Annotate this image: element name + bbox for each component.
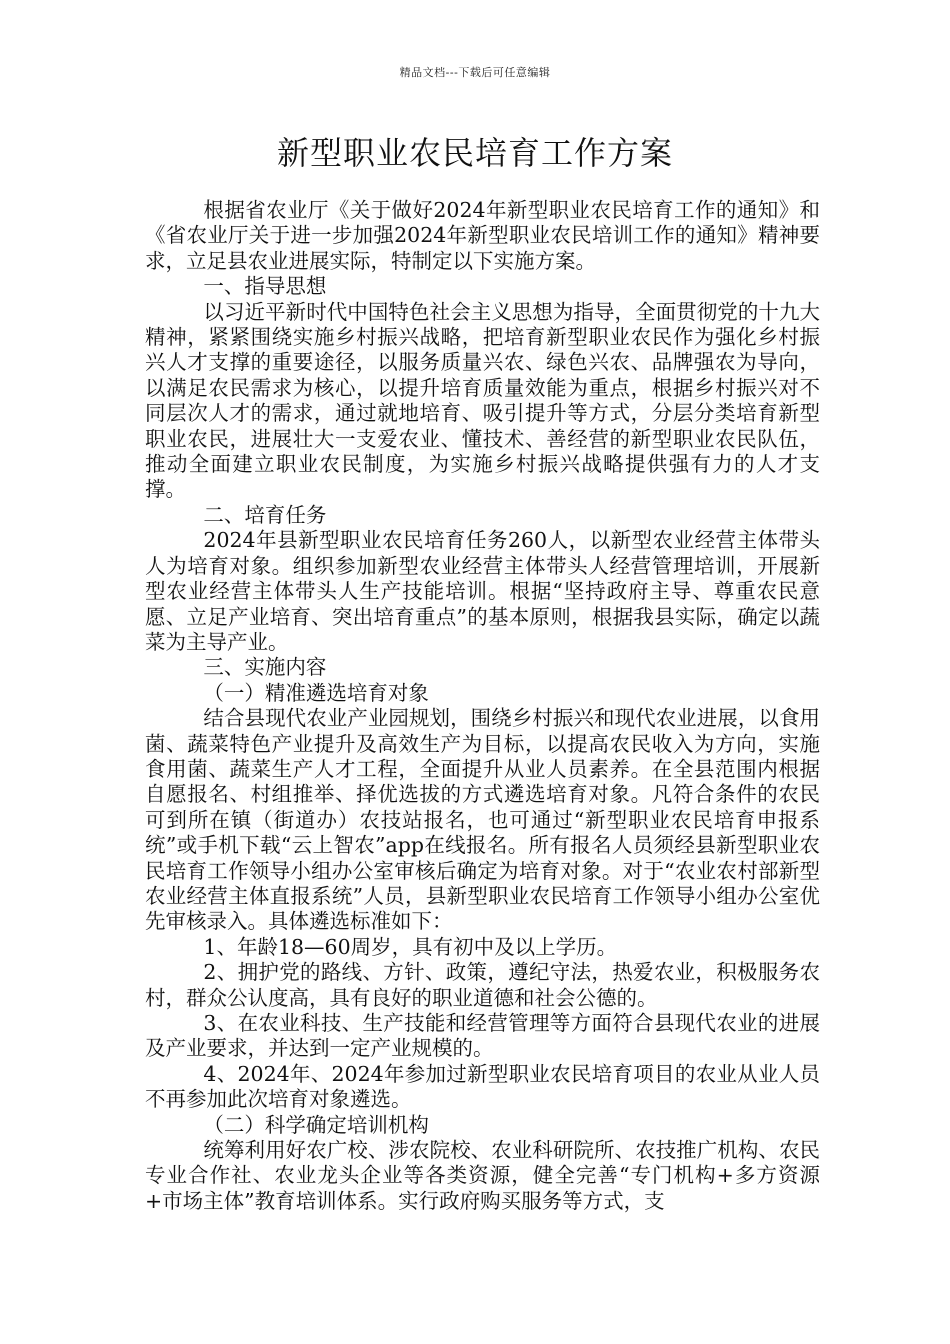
criteria-item: 2、拥护党的路线、方针、政策，遵纪守法，热爱农业，积极服务农村，群众公认度高，具有良好的职业道德和社会公德的。: [145, 960, 820, 1010]
subsection-heading-institutions: （二）科学确定培训机构: [203, 1112, 429, 1137]
body-paragraph: 2024年县新型职业农民培育任务260人，以新型农业经营主体带头人为培育对象。组织参加新型农业经营主体带头人经营管理培训，开展新型农业经营主体带头人生产技能培训。根据“坚持政府主导、尊重农民意愿、立足产业培育、突出培育重点”的基本原则，根据我县实际，确定以蔬菜为主导产业。: [145, 528, 820, 654]
body-paragraph: 结合县现代农业产业园规划，围绕乡村振兴和现代农业进展，以食用菌、蔬菜特色产业提升及高效生产为目标，以提高农民收入为方向，实施食用菌、蔬菜生产人才工程，全面提升从业人员素养。在全县范围内根据自愿报名、村组推举、择优选拔的方式遴选培育对象。凡符合条件的农民可到所在镇（街道办）农技站报名，也可通过“新型职业农民培育申报系统”或手机下载“云上智农”app在线报名。所有报名人员须经县新型职业农民培育工作领导小组办公室审核后确定为培育对象。对于“农业农村部新型农业经营主体直报系统”人员，县新型职业农民培育工作领导小组办公室优先审核录入。具体遴选标准如下：: [145, 706, 820, 934]
document-body: [145, 198, 820, 1214]
criteria-item: 4、2024年、2024年参加过新型职业农民培育项目的农业从业人员不再参加此次培育对象遴选。: [145, 1061, 820, 1112]
subsection-heading-selection: （一）精准遴选培育对象: [203, 680, 429, 705]
body-paragraph: 统筹利用好农广校、涉农院校、农业科研院所、农技推广机构、农民专业合作社、农业龙头企业等各类资源，健全完善“专门机构+多方资源+市场主体”教育培训体系。实行政府购买服务等方式，支: [145, 1138, 820, 1213]
section-heading-implementation: 三、实施内容: [203, 655, 327, 680]
intro-paragraph: 根据省农业厅《关于做好2024年新型职业农民培育工作的通知》和《省农业厅关于进一步加强2024年新型职业农民培训工作的通知》精神要求，立足县农业进展实际，特制定以下实施方案。: [145, 198, 820, 273]
section-heading-training-tasks: 二、培育任务: [203, 502, 327, 527]
document-title: 新型职业农民培育工作方案: [276, 134, 673, 172]
criteria-item: 1、年龄18—60周岁，具有初中及以上学历。: [203, 934, 618, 959]
header-note: 精品文档---下载后可任意编辑: [399, 66, 551, 79]
body-paragraph: 以习近平新时代中国特色社会主义思想为指导，全面贯彻党的十九大精神，紧紧围绕实施乡村振兴战略，把培育新型职业农民作为强化乡村振兴人才支撑的重要途径，以服务质量兴农、绿色兴农、品牌强农为导向，以满足农民需求为核心，以提升培育质量效能为重点，根据乡村振兴对不同层次人才的需求，通过就地培育、吸引提升等方式，分层分类培育新型职业农民，进展壮大一支爱农业、懂技术、善经营的新型职业农民队伍，推动全面建立职业农民制度，为实施乡村振兴战略提供强有力的人才支撑。: [145, 299, 820, 502]
section-heading-guiding-ideology: 一、指导思想: [203, 274, 327, 299]
criteria-item: 3、在农业科技、生产技能和经营管理等方面符合县现代农业的进展及产业要求，并达到一定产业规模的。: [145, 1011, 820, 1061]
